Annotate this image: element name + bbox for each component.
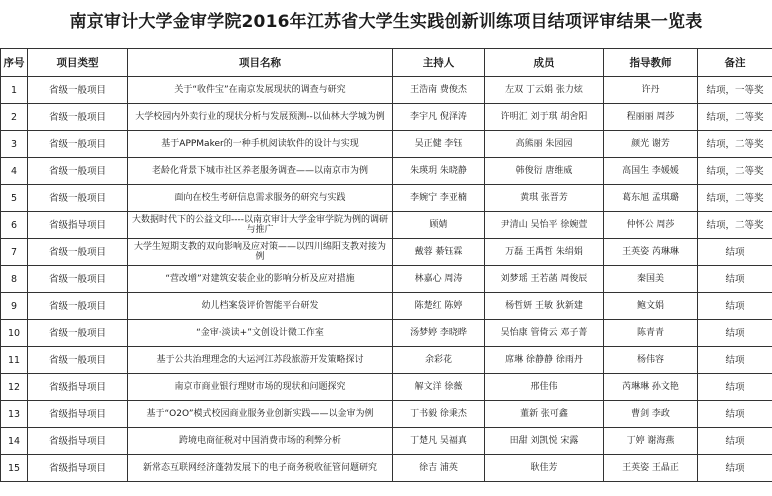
- cell-teachers: 许丹: [604, 77, 698, 104]
- table-row: [1, 293, 772, 320]
- cell-type: 省级指导项目: [28, 455, 128, 482]
- cell-project-name: “营改增”对建筑安装企业的影响分析及应对措施: [128, 266, 393, 293]
- cell-remark: 结项: [698, 374, 772, 401]
- cell-remark: 结项: [698, 320, 772, 347]
- cell-remark: 结项，二等奖: [698, 131, 772, 158]
- cell-no: 5: [1, 185, 28, 212]
- cell-members: 田甜 刘凯悦 宋露: [485, 428, 604, 455]
- cell-no: 4: [1, 158, 28, 185]
- cell-project-name: 幼儿档案袋评价智能平台研发: [128, 293, 393, 320]
- cell-type: 省级一般项目: [28, 320, 128, 347]
- cell-remark: 结项: [698, 401, 772, 428]
- cell-remark: 结项，二等奖: [698, 185, 772, 212]
- cell-leader: 解文洋 徐薇: [393, 374, 485, 401]
- cell-members: 刘梦瑶 王若菡 周俊辰: [485, 266, 604, 293]
- cell-leader: 徐吉 浦英: [393, 455, 485, 482]
- cell-remark: 结项: [698, 293, 772, 320]
- cell-members: 董新 张可鑫: [485, 401, 604, 428]
- table-row: [1, 212, 772, 239]
- cell-project-name: 基于公共治理理念的大运河江苏段旅游开发策略探讨: [128, 347, 393, 374]
- cell-teachers: 鲍文娟: [604, 293, 698, 320]
- results-table-wrapper: [0, 48, 772, 482]
- cell-remark: 结项，二等奖: [698, 212, 772, 239]
- cell-project-name: 大数据时代下的公益文印----以南京审计大学金审学院为例的调研与推广: [128, 212, 393, 239]
- cell-no: 9: [1, 293, 28, 320]
- cell-leader: 陈楚红 陈婷: [393, 293, 485, 320]
- cell-remark: 结项: [698, 266, 772, 293]
- cell-leader: 朱瑛玥 朱晓静: [393, 158, 485, 185]
- cell-members: 万磊 王禹哲 朱绢娟: [485, 239, 604, 266]
- cell-teachers: 颜光 谢芳: [604, 131, 698, 158]
- cell-no: 11: [1, 347, 28, 374]
- cell-type: 省级指导项目: [28, 374, 128, 401]
- cell-leader: 林嘉心 周涛: [393, 266, 485, 293]
- cell-project-name: 大学校园内外卖行业的现状分析与发展预测--以仙林大学城为例: [128, 104, 393, 131]
- cell-remark: 结项: [698, 428, 772, 455]
- table-row: [1, 239, 772, 266]
- cell-leader: 丁书毅 徐秉杰: [393, 401, 485, 428]
- table-row: [1, 158, 772, 185]
- cell-teachers: 葛东旭 孟琪璐: [604, 185, 698, 212]
- cell-type: 省级一般项目: [28, 77, 128, 104]
- cell-no: 15: [1, 455, 28, 482]
- cell-members: 吴怡康 管倚云 邓子菁: [485, 320, 604, 347]
- cell-no: 2: [1, 104, 28, 131]
- header-name: 项目名称: [128, 49, 393, 77]
- cell-project-name: 大学生短期支教的双向影响及应对策——以四川绵阳支教对接为例: [128, 239, 393, 266]
- cell-teachers: 陈青青: [604, 320, 698, 347]
- header-no: 序号: [1, 49, 28, 77]
- header-members: 成员: [485, 49, 604, 77]
- table-header-row: [1, 49, 772, 77]
- cell-leader: 李婉宁 李亚楠: [393, 185, 485, 212]
- table-row: [1, 320, 772, 347]
- cell-type: 省级一般项目: [28, 347, 128, 374]
- cell-no: 12: [1, 374, 28, 401]
- cell-project-name: 跨境电商征税对中国消费市场的利弊分析: [128, 428, 393, 455]
- cell-members: 尹清山 吴怡平 徐婉萱: [485, 212, 604, 239]
- header-remark: 备注: [698, 49, 772, 77]
- cell-type: 省级一般项目: [28, 185, 128, 212]
- cell-remark: 结项，二等奖: [698, 158, 772, 185]
- cell-teachers: 秦国美: [604, 266, 698, 293]
- cell-members: 杨哲妍 王敏 狄新建: [485, 293, 604, 320]
- cell-type: 省级指导项目: [28, 428, 128, 455]
- cell-no: 10: [1, 320, 28, 347]
- table-row: [1, 185, 772, 212]
- header-type: 项目类型: [28, 49, 128, 77]
- cell-leader: 余彩花: [393, 347, 485, 374]
- cell-project-name: “金审·淡读+”文创设计微工作室: [128, 320, 393, 347]
- page-title: 南京审计大学金审学院2016年江苏省大学生实践创新训练项目结项评审结果一览表: [69, 12, 703, 32]
- cell-members: 高熊丽 朱园园: [485, 131, 604, 158]
- cell-leader: 吴正健 李钰: [393, 131, 485, 158]
- cell-teachers: 丁婷 谢海燕: [604, 428, 698, 455]
- cell-project-name: 新常态互联网经济蓬勃发展下的电子商务税收征管问题研究: [128, 455, 393, 482]
- results-table: [0, 48, 772, 482]
- table-row: [1, 455, 772, 482]
- cell-no: 13: [1, 401, 28, 428]
- table-row: [1, 266, 772, 293]
- header-teachers: 指导教师: [604, 49, 698, 77]
- cell-type: 省级指导项目: [28, 212, 128, 239]
- cell-type: 省级一般项目: [28, 131, 128, 158]
- cell-leader: 李宇凡 倪泽涛: [393, 104, 485, 131]
- cell-teachers: 曹剑 李政: [604, 401, 698, 428]
- cell-members: 席琳 徐静静 徐雨丹: [485, 347, 604, 374]
- cell-teachers: 王英姿 王晶正: [604, 455, 698, 482]
- cell-teachers: 高国生 李媛媛: [604, 158, 698, 185]
- cell-members: 耿佳芳: [485, 455, 604, 482]
- cell-project-name: 关于“收件宝”在南京发展现状的调查与研究: [128, 77, 393, 104]
- cell-no: 1: [1, 77, 28, 104]
- table-body: [1, 77, 772, 482]
- table-row: [1, 347, 772, 374]
- cell-no: 8: [1, 266, 28, 293]
- cell-type: 省级一般项目: [28, 104, 128, 131]
- cell-leader: 丁楚凡 吴福真: [393, 428, 485, 455]
- cell-teachers: 芮琳琳 孙文艳: [604, 374, 698, 401]
- table-row: [1, 131, 772, 158]
- cell-members: 韩俊衍 唐维威: [485, 158, 604, 185]
- cell-leader: 汤梦婷 李晓晔: [393, 320, 485, 347]
- table-row: [1, 374, 772, 401]
- cell-no: 14: [1, 428, 28, 455]
- cell-members: 黄琪 张晋芳: [485, 185, 604, 212]
- cell-leader: 顾婧: [393, 212, 485, 239]
- cell-project-name: 南京市商业银行理财市场的现状和问题探究: [128, 374, 393, 401]
- cell-project-name: 老龄化背景下城市社区养老服务调查——以南京市为例: [128, 158, 393, 185]
- cell-project-name: 基于APPMaker的一种手机阅读软件的设计与实现: [128, 131, 393, 158]
- cell-teachers: 程丽丽 周莎: [604, 104, 698, 131]
- cell-type: 省级一般项目: [28, 239, 128, 266]
- cell-teachers: 王英姿 芮琳琳: [604, 239, 698, 266]
- cell-type: 省级指导项目: [28, 401, 128, 428]
- cell-members: 左双 丁云娟 张力炫: [485, 77, 604, 104]
- cell-type: 省级一般项目: [28, 266, 128, 293]
- table-row: [1, 77, 772, 104]
- cell-no: 7: [1, 239, 28, 266]
- cell-remark: 结项: [698, 455, 772, 482]
- cell-remark: 结项: [698, 347, 772, 374]
- cell-no: 3: [1, 131, 28, 158]
- cell-remark: 结项: [698, 239, 772, 266]
- cell-leader: 戴蓉 綦钰霖: [393, 239, 485, 266]
- cell-project-name: 面向在校生考研信息需求服务的研究与实践: [128, 185, 393, 212]
- cell-remark: 结项，一等奖: [698, 77, 772, 104]
- table-row: [1, 401, 772, 428]
- cell-remark: 结项，二等奖: [698, 104, 772, 131]
- cell-members: 许明汇 刘于琪 胡舍阳: [485, 104, 604, 131]
- table-row: [1, 104, 772, 131]
- table-row: [1, 428, 772, 455]
- header-leader: 主持人: [393, 49, 485, 77]
- cell-teachers: 杨伟容: [604, 347, 698, 374]
- cell-type: 省级一般项目: [28, 158, 128, 185]
- cell-project-name: 基于“O2O”模式校园商业服务业创新实践——以金审为例: [128, 401, 393, 428]
- cell-teachers: 仲怀公 周莎: [604, 212, 698, 239]
- cell-members: 邢佳伟: [485, 374, 604, 401]
- cell-no: 6: [1, 212, 28, 239]
- cell-leader: 王浩南 费俊杰: [393, 77, 485, 104]
- cell-type: 省级一般项目: [28, 293, 128, 320]
